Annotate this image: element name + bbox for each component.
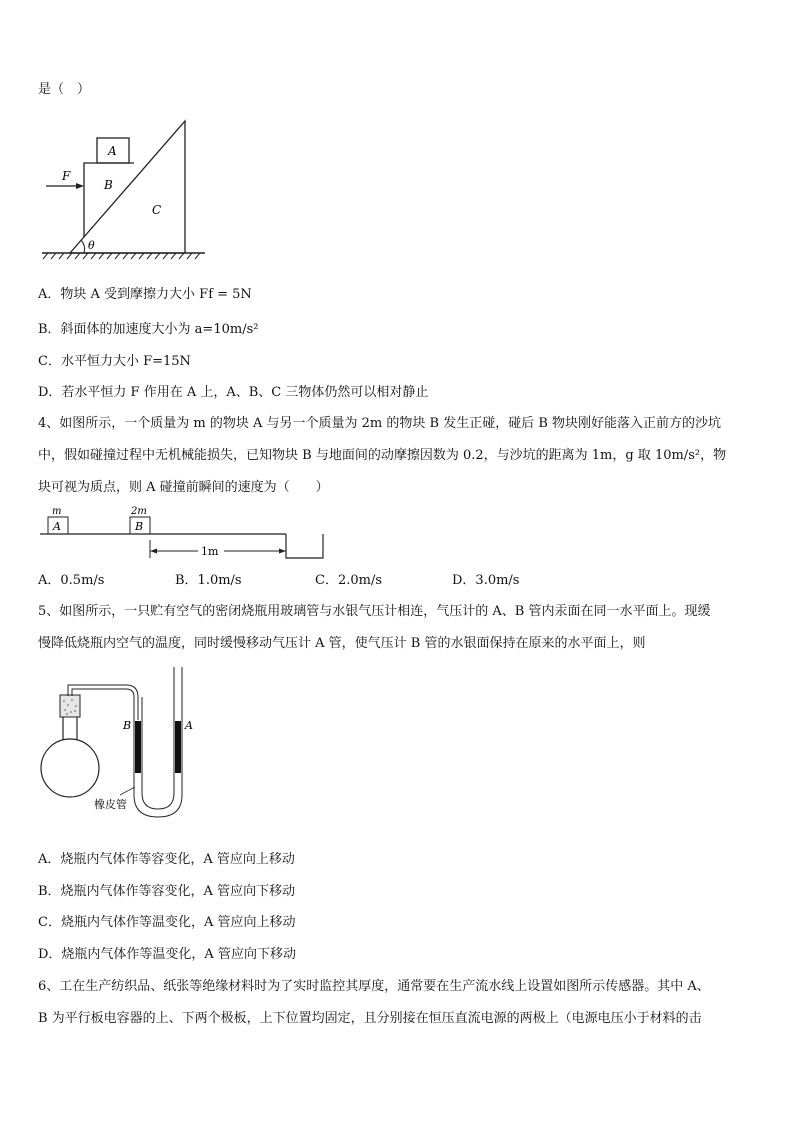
dim-arrow-right — [279, 549, 286, 554]
q5-option-d: D．烧瓶内气体作等温变化，A 管应向下移动 — [38, 947, 296, 962]
q4-stem-line-2: 中，假如碰撞过程中无机械能损失，已知物块 B 与地面间的动摩擦因数为 0.2，与沙坑的距离为 1m，g 取 10m/s²，物 — [38, 448, 727, 463]
q3-option-d: D．若水平恒力 F 作用在 A 上，A、B、C 三物体仍然可以相对静止 — [38, 385, 429, 400]
label-A: A — [185, 719, 193, 732]
label-theta: θ — [88, 239, 95, 252]
q5-option-a: A．烧瓶内气体作等容变化，A 管应向上移动 — [38, 852, 295, 867]
force-arrowhead — [76, 183, 84, 189]
flask-bulb — [41, 739, 99, 797]
q3-option-c: C．水平恒力大小 F=15N — [38, 354, 191, 369]
q4-stem-line-3: 块可视为质点，则 A 碰撞前瞬间的速度为（ ） — [38, 480, 329, 495]
label-C: C — [152, 203, 162, 217]
q4-option-c: C．2.0m/s — [315, 573, 382, 588]
q5-option-b: B．烧瓶内气体作等容变化，A 管应向下移动 — [38, 884, 296, 899]
q3-option-a: A．物块 A 受到摩擦力大小 Ff = 5N — [38, 287, 252, 302]
q6-stem-line-2: B 为平行板电容器的上、下两个极板，上下位置均固定，且分别接在恒压直流电源的两极上（电源电压小于材料的击 — [38, 1011, 702, 1026]
q5-figure — [38, 665, 198, 825]
incline-C — [70, 121, 185, 253]
rubber-tube-inner — [142, 775, 174, 809]
q4-option-b: B．1.0m/s — [175, 573, 242, 588]
q5-figure-svg — [38, 665, 198, 825]
q6-stem-line-1: 6、工在生产纺织品、纸张等绝缘材料时为了实时监控其厚度，通常要在生产流水线上设置如图所示传感器。其中 A、 — [38, 979, 710, 994]
rubber-tube-label: 橡皮管 — [94, 798, 127, 811]
block-B — [84, 163, 134, 237]
mass-A: m — [52, 506, 62, 517]
distance-label: 1m — [201, 545, 219, 558]
label-B: B — [123, 719, 132, 732]
q3-figure-svg — [40, 118, 210, 263]
label-F: F — [62, 169, 71, 183]
mass-B: 2m — [131, 506, 147, 517]
sand-pit — [286, 534, 323, 558]
q3-option-b: B．斜面体的加速度大小为 a=10m/s² — [38, 322, 259, 337]
q3-figure — [40, 118, 210, 263]
q4-figure — [38, 503, 333, 563]
q3-stem-tail: 是（ ） — [38, 82, 91, 97]
mercury-B — [135, 721, 141, 773]
glass-tube-outer — [72, 689, 134, 720]
q4-option-a: A．0.5m/s — [38, 573, 105, 588]
q5-stem-line-1: 5、如图所示，一只贮有空气的密闭烧瓶用玻璃管与水银气压计相连，气压计的 A、B 管内汞面在同一水平面上。现缓 — [38, 604, 711, 619]
dim-arrow-left — [150, 549, 157, 554]
q4-stem-line-1: 4、如图所示，一个质量为 m 的物块 A 与另一个质量为 2m 的物块 B 发生正碰，碰后 B 物块刚好能落入正前方的沙坑 — [38, 416, 722, 431]
label-B: B — [135, 520, 144, 533]
theta-arc — [81, 240, 85, 253]
stopper — [60, 695, 80, 717]
q5-option-c: C．烧瓶内气体作等温变化，A 管应向上移动 — [38, 915, 296, 930]
label-A: A — [53, 520, 61, 533]
q4-figure-svg — [38, 503, 333, 563]
q4-option-d: D．3.0m/s — [452, 573, 520, 588]
rubber-tube-pointer — [120, 787, 135, 795]
label-B: B — [104, 178, 113, 192]
mercury-A — [175, 721, 181, 773]
label-A: A — [108, 144, 117, 158]
ground-hatch — [43, 253, 200, 259]
rubber-tube-outer — [134, 775, 182, 817]
q5-stem-line-2: 慢降低烧瓶内空气的温度，同时缓慢移动气压计 A 管，使气压计 B 管的水银面保持在原来的水平面上，则 — [38, 636, 646, 651]
